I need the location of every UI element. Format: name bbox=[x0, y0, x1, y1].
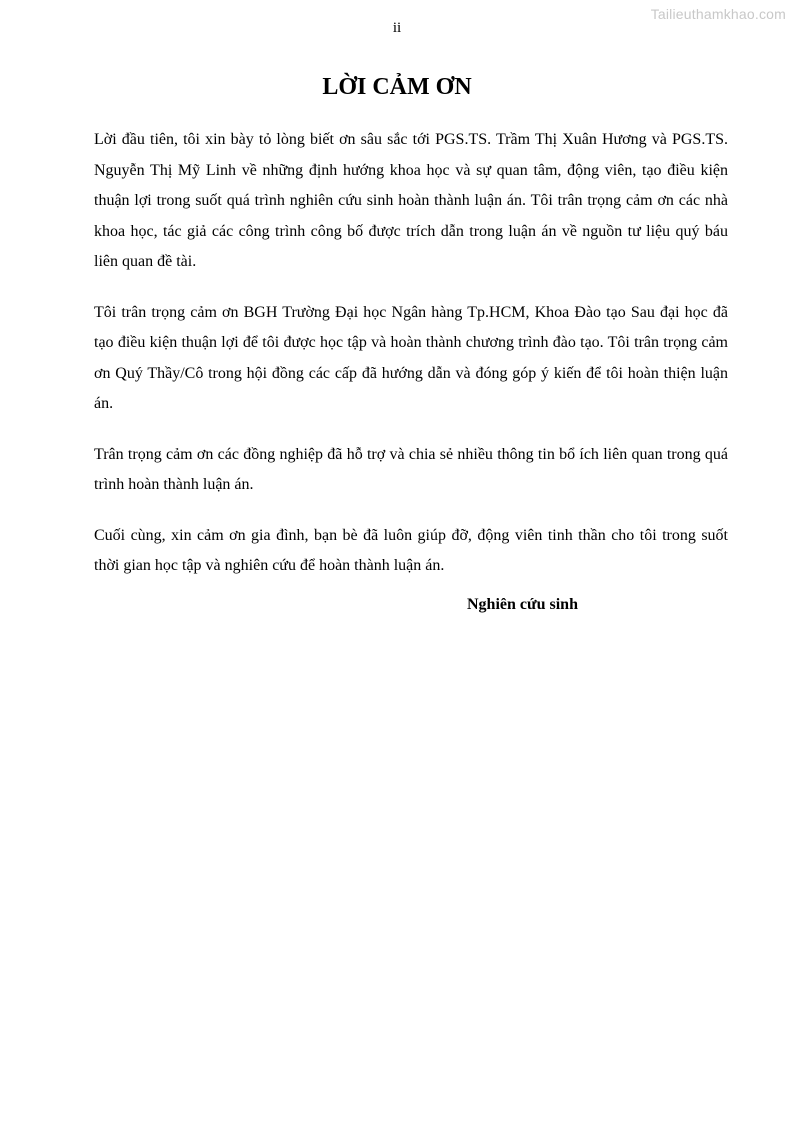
paragraph-3: Trân trọng cảm ơn các đồng nghiệp đã hỗ trợ và chia sẻ nhiều thông tin bổ ích liên quan trong quá trình hoàn thành luận án. bbox=[94, 445, 728, 493]
page-title: LỜI CẢM ƠN bbox=[322, 74, 472, 100]
paragraph-1: Lời đầu tiên, tôi xin bày tỏ lòng biết ơn sâu sắc tới PGS.TS. Trầm Thị Xuân Hương và PGS.TS. Nguyễn Thị Mỹ Linh về những định hướng khoa học và sự quan tâm, động viên, tạo điều kiện thuận lợi trong suốt quá trình nghiên cứu sinh hoàn thành luận án. Tôi trân trọng cảm ơn các nhà khoa học, tác giả các công trình công bố được trích dẫn trong luận án về nguồn tư liệu quý báu liên quan đề tài. bbox=[94, 131, 728, 270]
signature: Nghiên cứu sinh bbox=[467, 596, 578, 613]
acknowledgement-body bbox=[94, 125, 728, 602]
paragraph-2: Tôi trân trọng cảm ơn BGH Trường Đại học Ngân hàng Tp.HCM, Khoa Đào tạo Sau đại học đã tạo điều kiện thuận lợi để tôi được học tập và hoàn thành chương trình đào tạo. Tôi trân trọng cảm ơn Quý Thầy/Cô trong hội đồng các cấp đã hướng dẫn và đóng góp ý kiến để tôi hoàn thiện luận án. bbox=[94, 303, 728, 412]
page-number: ii bbox=[392, 20, 402, 36]
paragraph-4: Cuối cùng, xin cảm ơn gia đình, bạn bè đã luôn giúp đỡ, động viên tinh thần cho tôi trong suốt thời gian học tập và nghiên cứu để hoàn thành luận án. bbox=[94, 526, 728, 574]
watermark: Tailieuthamkhao.com bbox=[650, 6, 786, 22]
